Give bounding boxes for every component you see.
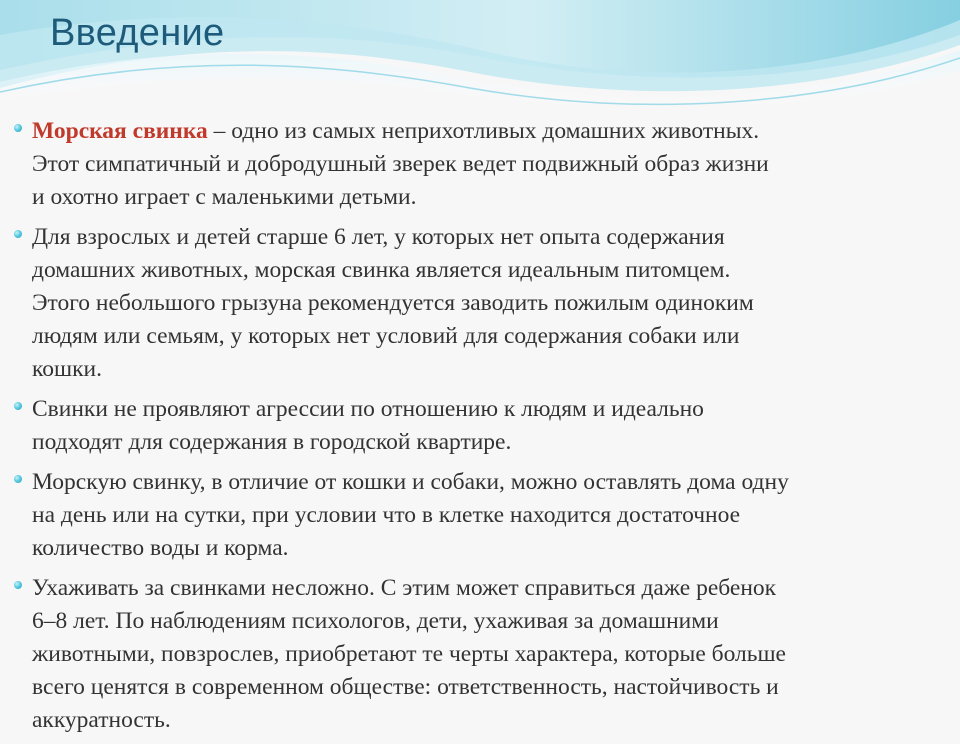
bullet-list: [12, 115, 947, 737]
bullet-dot-icon: [14, 230, 22, 238]
bullet-text: [32, 115, 947, 214]
slide-title: Введение: [50, 12, 225, 54]
bullet-dot-icon: [14, 124, 22, 132]
bullet-item: [12, 221, 947, 386]
bullet-dot-icon: [14, 581, 22, 589]
bullet-dot-icon: [14, 402, 22, 410]
bullet-text: Свинки не проявляют агрессии по отношению к людям и идеально подходят для содержания в городской квартире.: [32, 396, 704, 455]
bullet-item: [12, 115, 947, 214]
bullet-item: [12, 393, 947, 459]
slide-body: [12, 115, 947, 744]
bullet-dot-icon: [14, 475, 22, 483]
bullet-lead-term: Морская свинка: [32, 118, 208, 144]
bullet-text: Для взрослых и детей старше 6 лет, у которых нет опыта содержания домашних животных, морская свинка является идеальным питомцем. Этого небольшого грызуна рекомендуется заводить пожилым одиноким людям или семьям, у которых нет условий для содержания собаки или кошки.: [32, 224, 754, 382]
bullet-item: [12, 572, 947, 737]
bullet-item: [12, 466, 947, 565]
bullet-text: Морскую свинку, в отличие от кошки и собаки, можно оставлять дома одну на день или на сутки, при условии что в клетке находится достаточное количество воды и корма.: [32, 469, 789, 561]
bullet-text: Ухаживать за свинками несложно. С этим может справиться даже ребенок 6–8 лет. По наблюдениям психологов, дети, ухаживая за домашними животными, повзрослев, приобретают те черты характера, которые больше всего ценятся в современном обществе: ответственность, настойчивость и аккуратность.: [32, 575, 786, 733]
bullet-body: – одно из самых неприхотливых домашних животных. Этот симпатичный и добродушный зверек ведет подвижный образ жизни и охотно играет с маленькими детьми.: [32, 118, 769, 210]
